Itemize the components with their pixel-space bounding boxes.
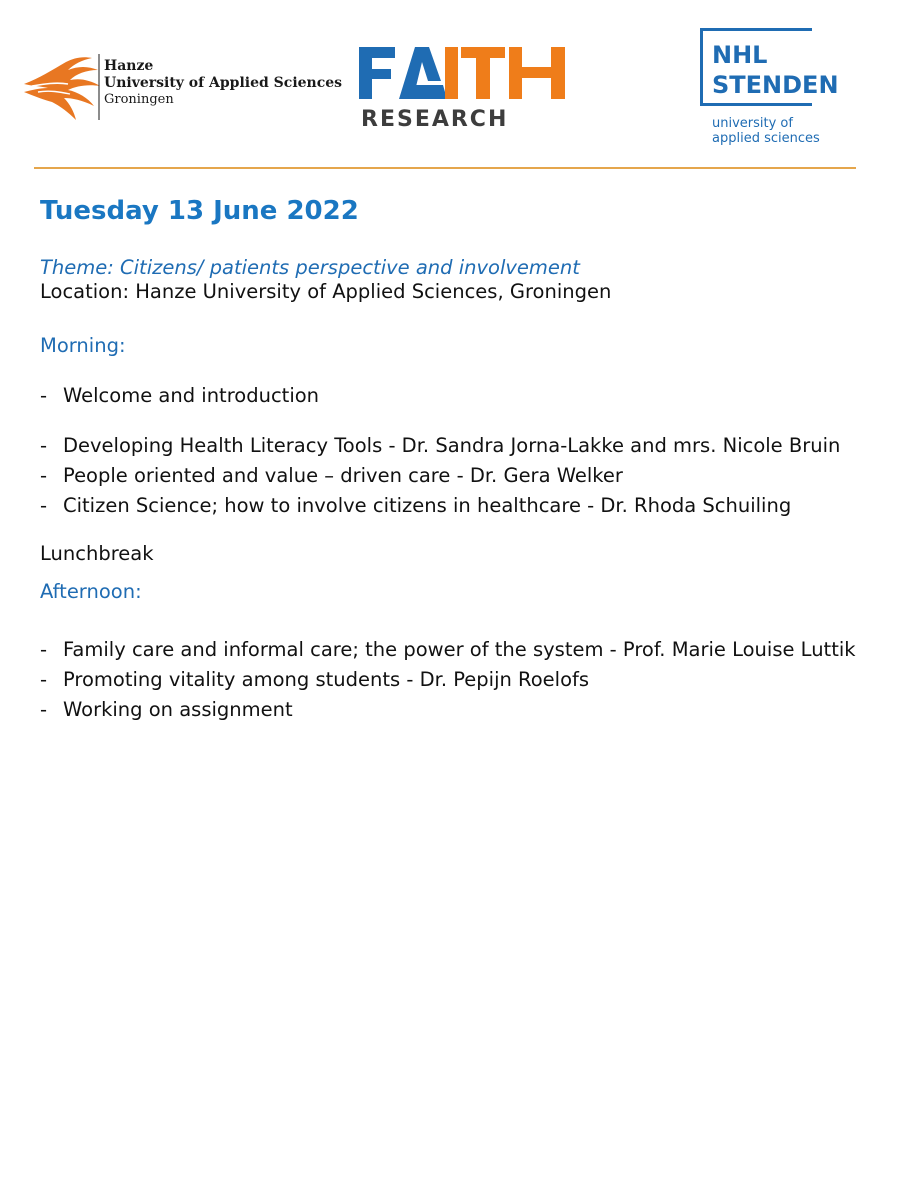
hanze-city: Groningen xyxy=(104,92,174,107)
faith-research-logo xyxy=(355,45,570,137)
afternoon-label: Afternoon: xyxy=(40,580,142,603)
morning-label: Morning: xyxy=(40,334,126,357)
list-item xyxy=(40,670,860,690)
nhl-logo-sub1: university of xyxy=(712,116,793,131)
hanze-wordmark xyxy=(104,58,342,108)
morning-sessions-list xyxy=(40,436,860,516)
bullet-dash: - xyxy=(40,668,48,691)
bullet-dash: - xyxy=(40,384,48,407)
date-heading: Tuesday 13 June 2022 xyxy=(40,196,359,226)
list-item-text: Citizen Science; how to involve citizens in healthcare - Dr. Rhoda Schuiling xyxy=(63,494,792,517)
list-item-text: Developing Health Literacy Tools - Dr. Sandra Jorna-Lakke and mrs. Nicole Bruin xyxy=(63,434,841,457)
list-item xyxy=(40,436,860,456)
bullet-dash: - xyxy=(40,638,48,661)
bullet-dash: - xyxy=(40,494,48,517)
list-item xyxy=(40,386,860,406)
list-item xyxy=(40,640,860,660)
nhl-logo-line1: NHL xyxy=(712,41,768,69)
location-line: Location: Hanze University of Applied Sciences, Groningen xyxy=(40,280,612,303)
hanze-logo xyxy=(22,48,352,123)
nhl-logo-sub2: applied sciences xyxy=(712,131,820,146)
header-divider xyxy=(34,167,856,169)
bullet-dash: - xyxy=(40,464,48,487)
afternoon-sessions-list xyxy=(40,640,860,720)
list-item-text: Working on assignment xyxy=(63,698,293,721)
lunch-label: Lunchbreak xyxy=(40,542,154,565)
list-item-text: People oriented and value – driven care - Dr. Gera Welker xyxy=(63,464,623,487)
bullet-dash: - xyxy=(40,698,48,721)
list-item-text: Promoting vitality among students - Dr. Pepijn Roelofs xyxy=(63,668,590,691)
list-item-text: Family care and informal care; the power of the system - Prof. Marie Louise Luttik xyxy=(63,638,856,661)
faith-research-label: RESEARCH xyxy=(361,107,509,132)
nhl-logo-line2: STENDEN xyxy=(712,71,839,99)
list-item xyxy=(40,700,860,720)
morning-intro-list xyxy=(40,386,860,406)
list-item xyxy=(40,466,860,486)
nhl-stenden-logo xyxy=(700,28,839,148)
list-item xyxy=(40,496,860,516)
hanze-name: Hanze xyxy=(104,58,154,74)
theme-line: Theme: Citizens/ patients perspective and involvement xyxy=(40,256,580,279)
faith-wordmark xyxy=(355,45,570,101)
programme-content xyxy=(40,188,860,720)
list-item-text: Welcome and introduction xyxy=(63,384,320,407)
page-header xyxy=(0,0,900,170)
hanze-subtitle: University of Applied Sciences xyxy=(104,75,343,91)
hanze-flame-icon xyxy=(22,48,106,123)
bullet-dash: - xyxy=(40,434,48,457)
